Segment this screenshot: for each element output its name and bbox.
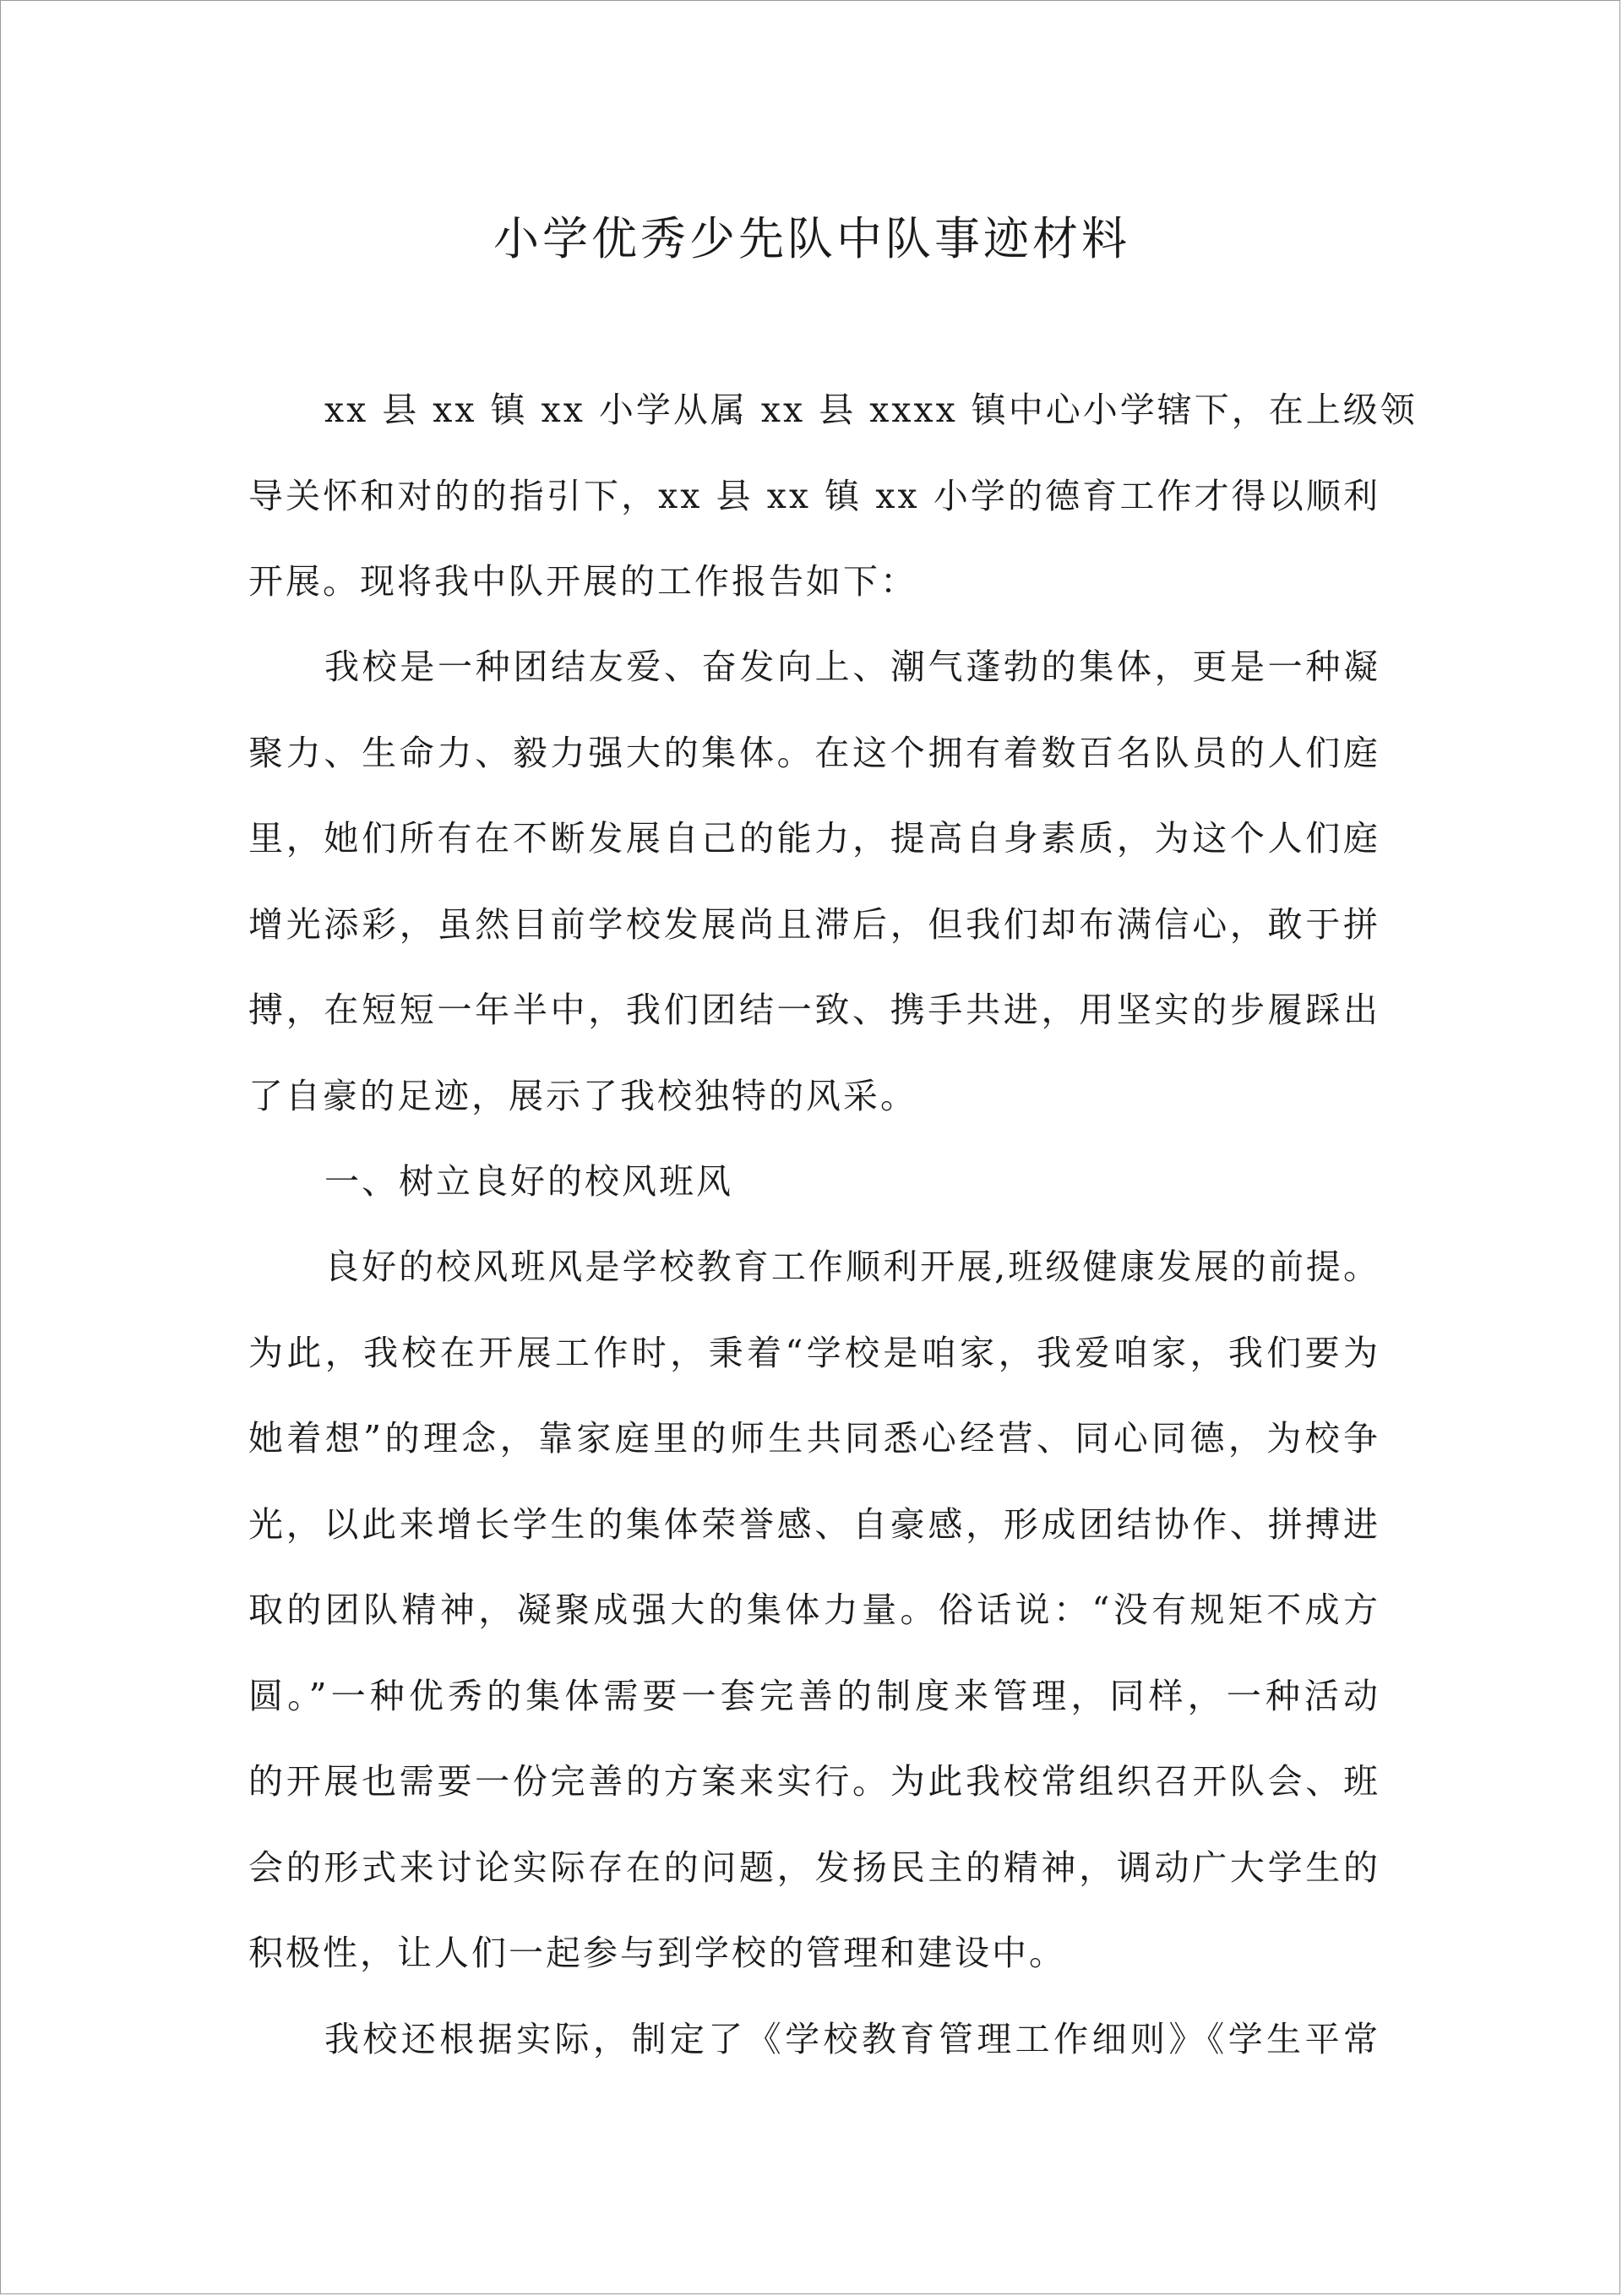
heading-text: 一、树立良好的校风班风 xyxy=(324,1161,733,1202)
text-line: 的开展也需要一份完善的方案来实行。为此我校常组织召开队会、班 xyxy=(248,1761,1380,1802)
text-line: 积极性，让人们一起参与到学校的管理和建设中。 xyxy=(248,1933,1066,1973)
document-title: 小学优秀少先队中队事迹材料 xyxy=(493,212,1130,265)
text-line: 导关怀和对的的指引下，xx 县 xx 镇 xx 小学的德育工作才得以顺利 xyxy=(248,475,1380,516)
paragraph-school-spirit xyxy=(248,1224,1380,1997)
text-line: 里，她们所有在不断发展自己的能力，提高自身素质，为这个人们庭 xyxy=(248,818,1380,859)
text-line: 开展。现将我中队开展的工作报告如下： xyxy=(248,561,917,602)
paragraph-rules xyxy=(248,1997,1380,2083)
text-line: 搏，在短短一年半中，我们团结一致、携手共进，用坚实的步履踩出 xyxy=(248,990,1380,1030)
text-line: 她着想”的理念，靠家庭里的师生共同悉心经营、同心同德，为校争 xyxy=(248,1418,1380,1459)
text-line: 良好的校风班风是学校教育工作顺利开展,班级健康发展的前提。 xyxy=(324,1246,1380,1287)
text-line: 光，以此来增长学生的集体荣誉感、自豪感，形成团结协作、拼搏进 xyxy=(248,1503,1380,1545)
section-heading xyxy=(248,1139,1380,1225)
text-line: 增光添彩，虽然目前学校发展尚且滞后，但我们却布满信心，敢于拼 xyxy=(248,903,1380,945)
text-line: 取的团队精神，凝聚成强大的集体力量。俗话说：“没有规矩不成方 xyxy=(248,1590,1380,1630)
paragraph-intro xyxy=(248,368,1418,625)
text-line: 聚力、生命力、毅力强大的集体。在这个拥有着数百名队员的人们庭 xyxy=(248,732,1380,773)
text-line: 了自豪的足迹，展示了我校独特的风采。 xyxy=(248,1075,917,1116)
text-line: 我校是一种团结友爱、奋发向上、潮气蓬勃的集体，更是一种凝 xyxy=(324,646,1380,687)
text-line: 我校还根据实际，制定了《学校教育管理工作细则》《学生平常 xyxy=(324,2019,1380,2059)
paragraph-school-collective xyxy=(248,624,1380,1139)
text-line: xx 县 xx 镇 xx 小学从属 xx 县 xxxx 镇中心小学辖下，在上级领 xyxy=(324,390,1418,430)
text-line: 会的形式来讨论实际存在的问题，发扬民主的精神，调动广大学生的 xyxy=(248,1846,1380,1888)
text-line: 圆。”一种优秀的集体需要一套完善的制度来管理，同样，一种活动 xyxy=(248,1675,1380,1716)
text-line: 为此，我校在开展工作时，秉着“学校是咱家，我爱咱家，我们要为 xyxy=(248,1332,1380,1373)
